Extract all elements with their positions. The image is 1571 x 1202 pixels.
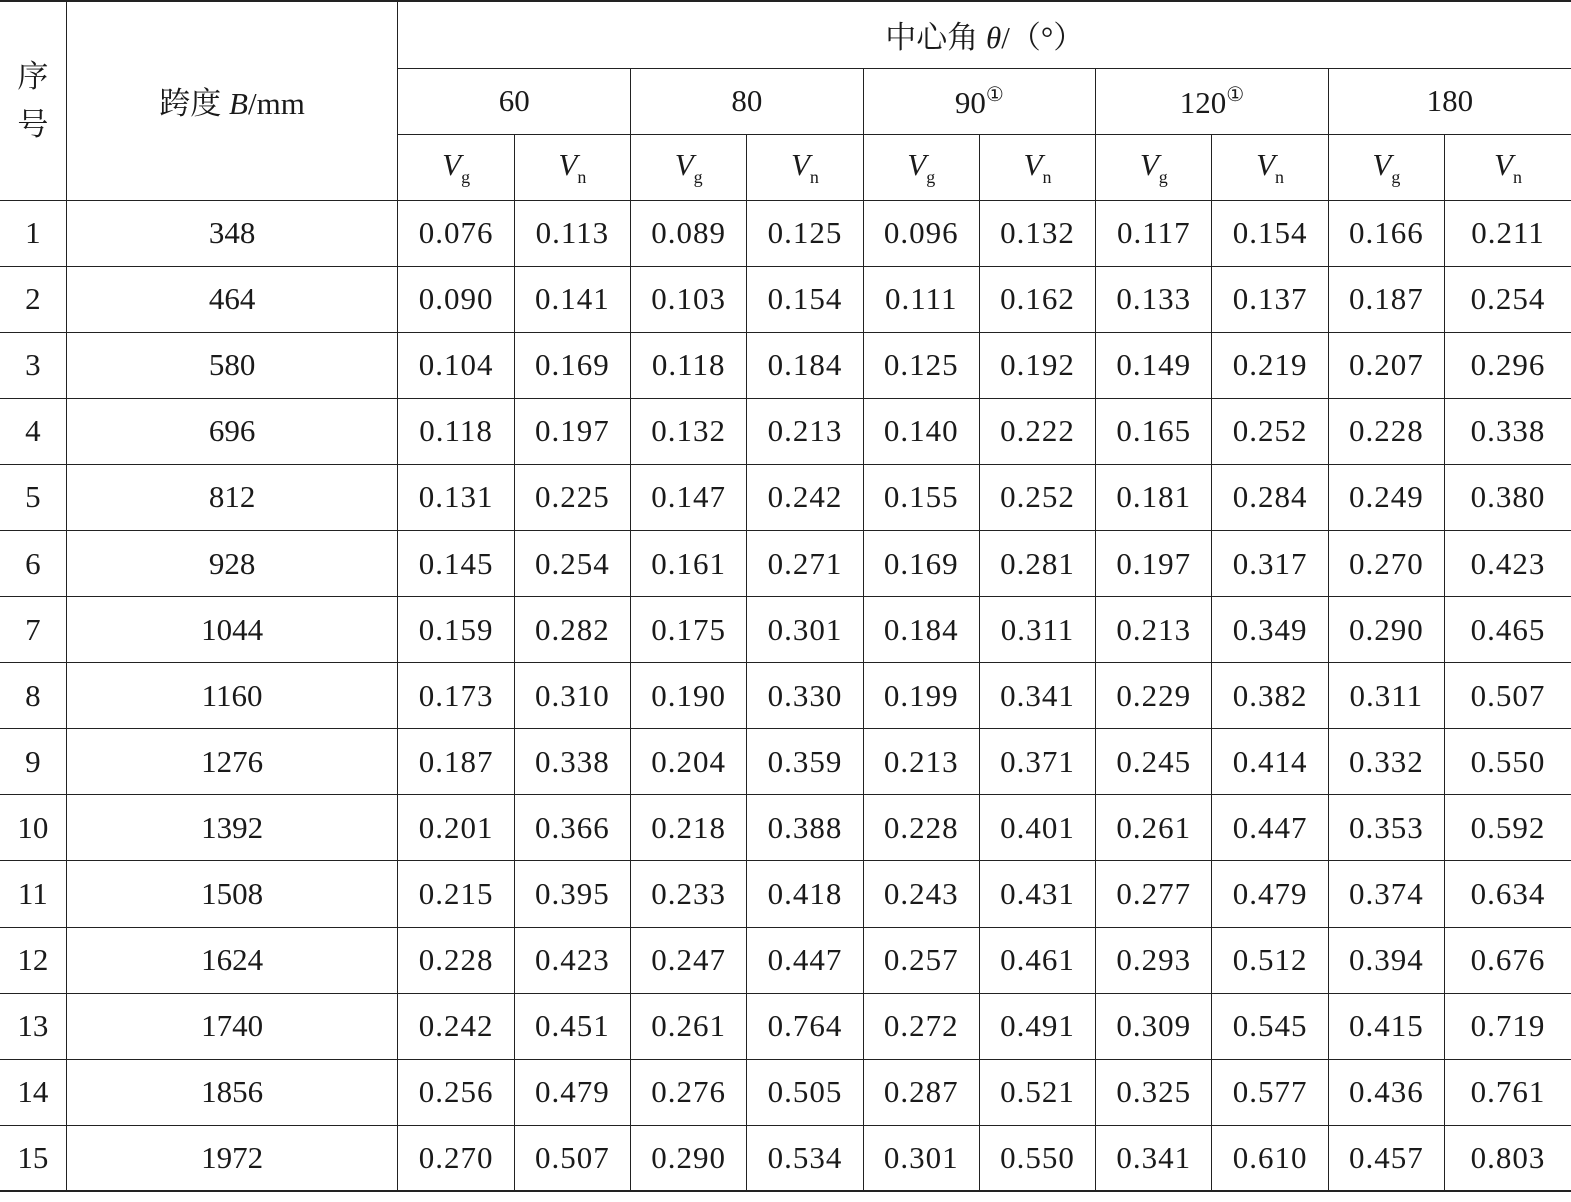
- span-value: 580: [66, 332, 398, 398]
- table-cell: 0.338: [1445, 398, 1571, 464]
- table-cell: 0.117: [1096, 200, 1212, 266]
- vn-subscript: n: [1042, 166, 1052, 187]
- table-cell: 0.338: [514, 729, 630, 795]
- table-cell: 0.332: [1328, 729, 1444, 795]
- vg-header: [1096, 134, 1212, 200]
- table-cell: 0.175: [631, 597, 747, 663]
- table-cell: 0.325: [1096, 1059, 1212, 1125]
- table-cell: 0.436: [1328, 1059, 1444, 1125]
- table-row: [0, 927, 1571, 993]
- vn-header: [514, 134, 630, 200]
- table-cell: 0.228: [398, 927, 514, 993]
- table-cell: 0.154: [1212, 200, 1328, 266]
- vg-header: [398, 134, 514, 200]
- vg-subscript: g: [693, 166, 703, 187]
- vg-header: [1328, 134, 1444, 200]
- table-cell: 0.550: [979, 1125, 1095, 1191]
- table-cell: 0.245: [1096, 729, 1212, 795]
- vg-subscript: g: [461, 166, 471, 187]
- vg-header: [863, 134, 979, 200]
- table-cell: 0.545: [1212, 993, 1328, 1059]
- vn-header: [979, 134, 1095, 200]
- vg-symbol: V: [674, 146, 694, 182]
- angle-header: [398, 1, 1571, 68]
- table-cell: 0.166: [1328, 200, 1444, 266]
- table-cell: 0.465: [1445, 597, 1571, 663]
- angle-header-var: θ: [985, 20, 1002, 56]
- table-cell: 0.256: [398, 1059, 514, 1125]
- table-cell: 0.803: [1445, 1125, 1571, 1191]
- row-number: 13: [0, 993, 66, 1059]
- table-cell: 0.309: [1096, 993, 1212, 1059]
- row-number: 14: [0, 1059, 66, 1125]
- table-cell: 0.252: [1212, 398, 1328, 464]
- table-cell: 0.197: [514, 398, 630, 464]
- table-row: [0, 464, 1571, 530]
- table-cell: 0.132: [631, 398, 747, 464]
- table-cell: 0.507: [1445, 663, 1571, 729]
- table-cell: 0.233: [631, 861, 747, 927]
- header-row-angle: [0, 1, 1571, 68]
- table-cell: 0.132: [979, 200, 1095, 266]
- table-cell: 0.271: [747, 530, 863, 596]
- table-cell: 0.187: [1328, 266, 1444, 332]
- seq-header-char1: 序: [17, 58, 49, 94]
- vg-symbol: V: [442, 146, 462, 182]
- angle-value-header: [631, 68, 864, 134]
- angle-header-unit: /（°）: [1001, 20, 1085, 56]
- span-value: 928: [66, 530, 398, 596]
- span-header-unit: /mm: [247, 86, 305, 122]
- table-cell: 0.764: [747, 993, 863, 1059]
- table-cell: 0.457: [1328, 1125, 1444, 1191]
- table-cell: 0.252: [979, 464, 1095, 530]
- vg-subscript: g: [926, 166, 936, 187]
- table-row: [0, 663, 1571, 729]
- table-cell: 0.479: [514, 1059, 630, 1125]
- table-cell: 0.276: [631, 1059, 747, 1125]
- table-row: [0, 861, 1571, 927]
- table-cell: 0.173: [398, 663, 514, 729]
- table-cell: 0.257: [863, 927, 979, 993]
- vn-subscript: n: [577, 166, 587, 187]
- table-cell: 0.254: [514, 530, 630, 596]
- table-cell: 0.310: [514, 663, 630, 729]
- table-cell: 0.577: [1212, 1059, 1328, 1125]
- vg-subscript: g: [1158, 166, 1168, 187]
- table-cell: 0.187: [398, 729, 514, 795]
- span-header-prefix: 跨度: [159, 86, 230, 122]
- table-cell: 0.199: [863, 663, 979, 729]
- vn-symbol: V: [1256, 146, 1276, 182]
- table-cell: 0.197: [1096, 530, 1212, 596]
- table-cell: 0.423: [514, 927, 630, 993]
- angle-value: 80: [731, 83, 763, 118]
- vg-symbol: V: [1372, 146, 1392, 182]
- table-cell: 0.290: [1328, 597, 1444, 663]
- table-cell: 0.423: [1445, 530, 1571, 596]
- table-cell: 0.550: [1445, 729, 1571, 795]
- table-cell: 0.213: [1096, 597, 1212, 663]
- table-row: [0, 993, 1571, 1059]
- table-cell: 0.366: [514, 795, 630, 861]
- vg-header: [631, 134, 747, 200]
- vn-header: [1212, 134, 1328, 200]
- table-cell: 0.184: [863, 597, 979, 663]
- table-cell: 0.219: [1212, 332, 1328, 398]
- table-cell: 0.228: [863, 795, 979, 861]
- table-cell: 0.534: [747, 1125, 863, 1191]
- table-cell: 0.147: [631, 464, 747, 530]
- table-row: [0, 729, 1571, 795]
- angle-value: 90: [954, 84, 986, 120]
- span-value: 464: [66, 266, 398, 332]
- table-row: [0, 597, 1571, 663]
- table-row: [0, 266, 1571, 332]
- vn-subscript: n: [1275, 166, 1285, 187]
- table-cell: 0.104: [398, 332, 514, 398]
- table-row: [0, 1059, 1571, 1125]
- table-row: [0, 1125, 1571, 1191]
- table-cell: 0.154: [747, 266, 863, 332]
- table-cell: 0.076: [398, 200, 514, 266]
- vg-subscript: g: [1391, 166, 1401, 187]
- table-cell: 0.401: [979, 795, 1095, 861]
- table-cell: 0.113: [514, 200, 630, 266]
- table-cell: 0.133: [1096, 266, 1212, 332]
- table-cell: 0.374: [1328, 861, 1444, 927]
- table-cell: 0.201: [398, 795, 514, 861]
- table-cell: 0.261: [1096, 795, 1212, 861]
- table-cell: 0.394: [1328, 927, 1444, 993]
- table-cell: 0.145: [398, 530, 514, 596]
- table-cell: 0.282: [514, 597, 630, 663]
- row-number: 8: [0, 663, 66, 729]
- row-number: 7: [0, 597, 66, 663]
- row-number: 2: [0, 266, 66, 332]
- table-cell: 0.090: [398, 266, 514, 332]
- row-number: 5: [0, 464, 66, 530]
- span-value: 348: [66, 200, 398, 266]
- table-cell: 0.371: [979, 729, 1095, 795]
- table-body: [0, 200, 1571, 1191]
- table-cell: 0.301: [863, 1125, 979, 1191]
- table-cell: 0.610: [1212, 1125, 1328, 1191]
- table-cell: 0.213: [863, 729, 979, 795]
- angle-note-mark: ①: [1226, 83, 1245, 106]
- table-cell: 0.505: [747, 1059, 863, 1125]
- table-row: [0, 332, 1571, 398]
- table-cell: 0.676: [1445, 927, 1571, 993]
- table-cell: 0.161: [631, 530, 747, 596]
- table-cell: 0.353: [1328, 795, 1444, 861]
- table-cell: 0.382: [1212, 663, 1328, 729]
- table-cell: 0.242: [398, 993, 514, 1059]
- table-cell: 0.131: [398, 464, 514, 530]
- table-cell: 0.111: [863, 266, 979, 332]
- table-cell: 0.169: [514, 332, 630, 398]
- row-number: 6: [0, 530, 66, 596]
- table-cell: 0.507: [514, 1125, 630, 1191]
- table-cell: 0.149: [1096, 332, 1212, 398]
- table-cell: 0.447: [1212, 795, 1328, 861]
- table-cell: 0.165: [1096, 398, 1212, 464]
- table-cell: 0.089: [631, 200, 747, 266]
- table-cell: 0.592: [1445, 795, 1571, 861]
- table-cell: 0.414: [1212, 729, 1328, 795]
- table-cell: 0.301: [747, 597, 863, 663]
- vg-symbol: V: [907, 146, 927, 182]
- table-cell: 0.311: [979, 597, 1095, 663]
- table-cell: 0.270: [1328, 530, 1444, 596]
- table-cell: 0.125: [863, 332, 979, 398]
- angle-note-mark: ①: [985, 83, 1004, 106]
- span-value: 696: [66, 398, 398, 464]
- vn-symbol: V: [1023, 146, 1043, 182]
- table-cell: 0.190: [631, 663, 747, 729]
- table-cell: 0.204: [631, 729, 747, 795]
- row-number: 4: [0, 398, 66, 464]
- angle-value-header: [398, 68, 631, 134]
- table-cell: 0.330: [747, 663, 863, 729]
- angle-value: 180: [1426, 83, 1474, 118]
- table-cell: 0.159: [398, 597, 514, 663]
- table-cell: 0.461: [979, 927, 1095, 993]
- table-cell: 0.395: [514, 861, 630, 927]
- table-row: [0, 530, 1571, 596]
- table-cell: 0.096: [863, 200, 979, 266]
- table-cell: 0.317: [1212, 530, 1328, 596]
- vn-subscript: n: [1512, 166, 1522, 187]
- angle-value: 120: [1179, 84, 1227, 120]
- table-cell: 0.272: [863, 993, 979, 1059]
- table-cell: 0.218: [631, 795, 747, 861]
- table-cell: 0.287: [863, 1059, 979, 1125]
- row-number: 15: [0, 1125, 66, 1191]
- table-row: [0, 795, 1571, 861]
- table-cell: 0.169: [863, 530, 979, 596]
- angle-value: 60: [498, 83, 530, 118]
- table-cell: 0.213: [747, 398, 863, 464]
- table-cell: 0.247: [631, 927, 747, 993]
- table-cell: 0.451: [514, 993, 630, 1059]
- table-cell: 0.293: [1096, 927, 1212, 993]
- table-cell: 0.207: [1328, 332, 1444, 398]
- span-value: 1740: [66, 993, 398, 1059]
- table-cell: 0.290: [631, 1125, 747, 1191]
- table-cell: 0.349: [1212, 597, 1328, 663]
- table-cell: 0.222: [979, 398, 1095, 464]
- table-cell: 0.281: [979, 530, 1095, 596]
- vg-symbol: V: [1139, 146, 1159, 182]
- span-value: 812: [66, 464, 398, 530]
- table-cell: 0.118: [398, 398, 514, 464]
- table-cell: 0.254: [1445, 266, 1571, 332]
- table-cell: 0.284: [1212, 464, 1328, 530]
- table-cell: 0.479: [1212, 861, 1328, 927]
- span-value: 1160: [66, 663, 398, 729]
- table-cell: 0.761: [1445, 1059, 1571, 1125]
- table-cell: 0.341: [1096, 1125, 1212, 1191]
- span-value: 1276: [66, 729, 398, 795]
- table-cell: 0.229: [1096, 663, 1212, 729]
- table-cell: 0.243: [863, 861, 979, 927]
- table-cell: 0.225: [514, 464, 630, 530]
- table-cell: 0.155: [863, 464, 979, 530]
- table-cell: 0.418: [747, 861, 863, 927]
- table-cell: 0.359: [747, 729, 863, 795]
- vn-header: [747, 134, 863, 200]
- vn-symbol: V: [790, 146, 810, 182]
- row-number: 3: [0, 332, 66, 398]
- table-cell: 0.341: [979, 663, 1095, 729]
- table-cell: 0.125: [747, 200, 863, 266]
- table-cell: 0.521: [979, 1059, 1095, 1125]
- table-cell: 0.512: [1212, 927, 1328, 993]
- row-number: 9: [0, 729, 66, 795]
- table-cell: 0.719: [1445, 993, 1571, 1059]
- row-number: 12: [0, 927, 66, 993]
- angle-value-header: [1096, 68, 1329, 134]
- table-cell: 0.380: [1445, 464, 1571, 530]
- vn-subscript: n: [809, 166, 819, 187]
- table-row: [0, 398, 1571, 464]
- table-cell: 0.634: [1445, 861, 1571, 927]
- table-cell: 0.162: [979, 266, 1095, 332]
- table-cell: 0.184: [747, 332, 863, 398]
- table-cell: 0.192: [979, 332, 1095, 398]
- span-header: [66, 1, 398, 200]
- vn-header: [1445, 134, 1571, 200]
- vn-symbol: V: [558, 146, 578, 182]
- table-cell: 0.228: [1328, 398, 1444, 464]
- table-cell: 0.388: [747, 795, 863, 861]
- table-cell: 0.270: [398, 1125, 514, 1191]
- table-cell: 0.249: [1328, 464, 1444, 530]
- table-cell: 0.181: [1096, 464, 1212, 530]
- table-cell: 0.140: [863, 398, 979, 464]
- table-cell: 0.118: [631, 332, 747, 398]
- table-cell: 0.103: [631, 266, 747, 332]
- span-value: 1392: [66, 795, 398, 861]
- table-cell: 0.261: [631, 993, 747, 1059]
- table-cell: 0.211: [1445, 200, 1571, 266]
- table-cell: 0.311: [1328, 663, 1444, 729]
- table-cell: 0.277: [1096, 861, 1212, 927]
- span-value: 1856: [66, 1059, 398, 1125]
- table-cell: 0.141: [514, 266, 630, 332]
- table-cell: 0.415: [1328, 993, 1444, 1059]
- vn-symbol: V: [1494, 146, 1513, 182]
- table-row: [0, 200, 1571, 266]
- table-cell: 0.215: [398, 861, 514, 927]
- span-value: 1624: [66, 927, 398, 993]
- seq-header-char2: 号: [17, 106, 49, 142]
- angle-value-header: [1328, 68, 1571, 134]
- table-cell: 0.447: [747, 927, 863, 993]
- angle-header-prefix: 中心角: [885, 20, 986, 56]
- span-header-var: B: [229, 86, 248, 122]
- span-value: 1972: [66, 1125, 398, 1191]
- span-value: 1508: [66, 861, 398, 927]
- seq-header: [0, 1, 66, 200]
- row-number: 11: [0, 861, 66, 927]
- table-cell: 0.137: [1212, 266, 1328, 332]
- row-number: 10: [0, 795, 66, 861]
- table-cell: 0.431: [979, 861, 1095, 927]
- angle-value-header: [863, 68, 1096, 134]
- table-cell: 0.491: [979, 993, 1095, 1059]
- row-number: 1: [0, 200, 66, 266]
- table-cell: 0.242: [747, 464, 863, 530]
- span-value: 1044: [66, 597, 398, 663]
- table-cell: 0.296: [1445, 332, 1571, 398]
